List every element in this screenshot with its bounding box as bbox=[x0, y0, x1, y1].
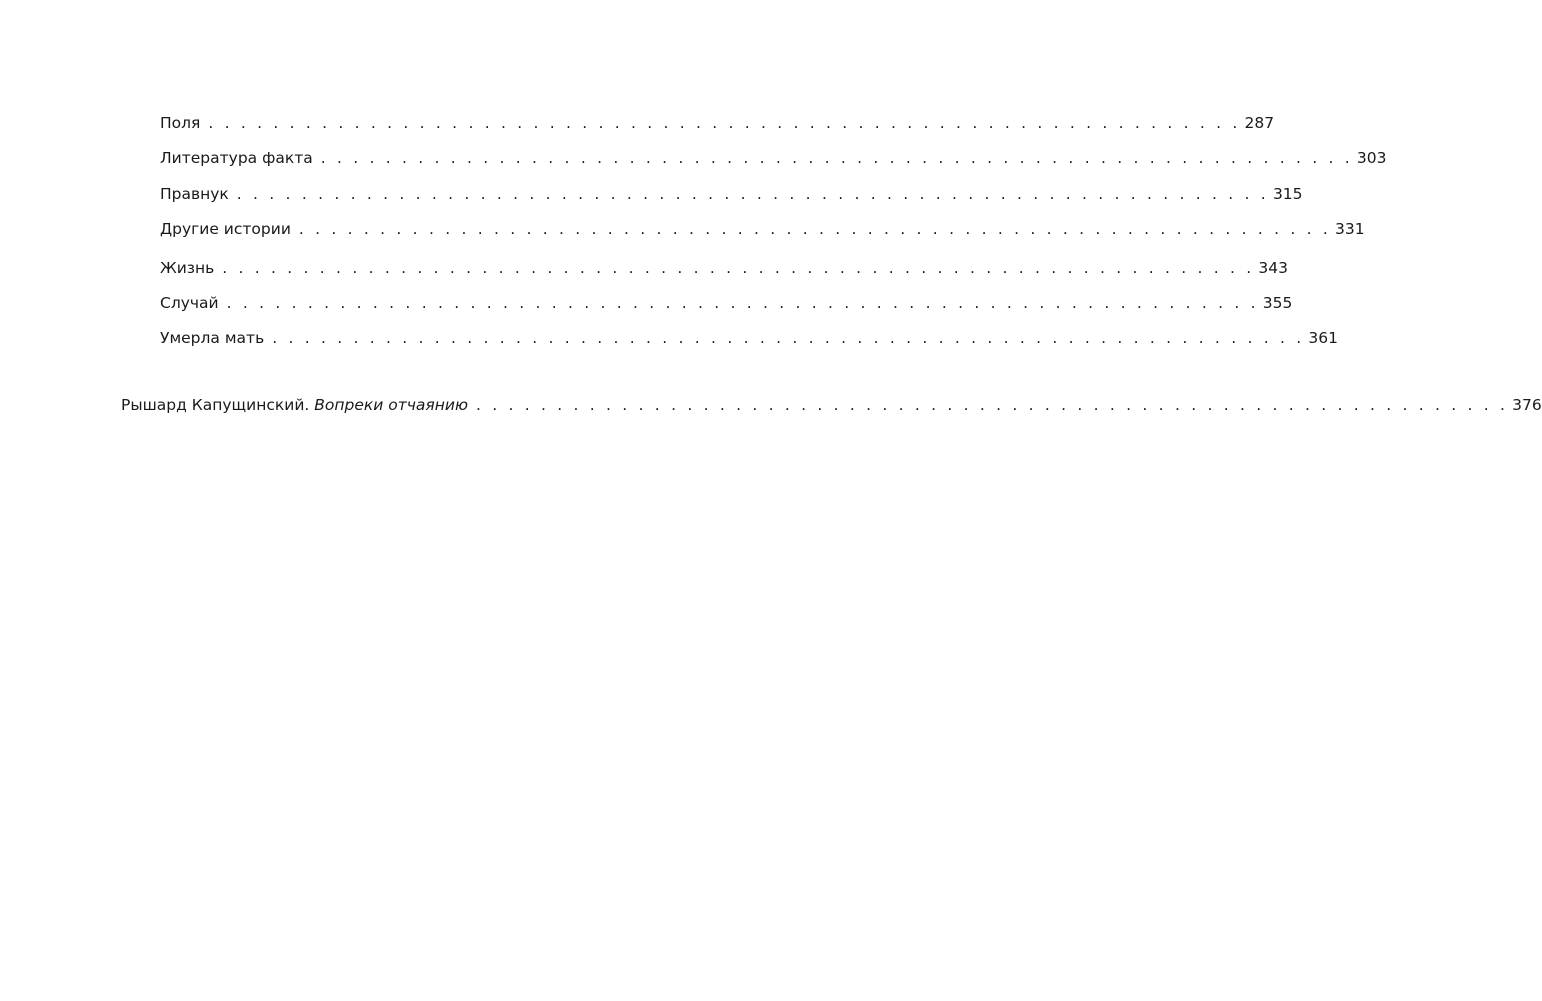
toc-entry-title: Умерла мать bbox=[160, 329, 265, 347]
toc-entry bbox=[160, 326, 1338, 350]
toc-entry-page: 303 bbox=[1356, 149, 1387, 167]
toc-entry-page: 343 bbox=[1258, 259, 1289, 277]
dot-leader: . . . . . . . . . . . . . . . . . . . . . . . . . . . . . . . . . . . . . . . . . . . . . . . . . . . . . . . . . . . . . . . . bbox=[272, 329, 1305, 347]
afterword-essay-title: Вопреки отчаянию bbox=[314, 396, 469, 414]
toc-entry-page: 331 bbox=[1335, 220, 1365, 238]
toc-entry bbox=[160, 256, 1289, 280]
dot-leader: . . . . . . . . . . . . . . . . . . . . . . . . . . . . . . . . . . . . . . . . . . . . . . . . . . . . . . . . . . . . . . . . bbox=[222, 259, 1255, 277]
dot-leader: . . . . . . . . . . . . . . . . . . . . . . . . . . . . . . . . . . . . . . . . . . . . . . . . . . . . . . . . . . . . . . . . bbox=[320, 149, 1353, 167]
toc-entry-page: 315 bbox=[1272, 185, 1303, 203]
toc-entry-page: 287 bbox=[1244, 114, 1275, 132]
toc-entry bbox=[160, 217, 1365, 241]
dot-leader: . . . . . . . . . . . . . . . . . . . . . . . . . . . . . . . . . . . . . . . . . . . . . . . . . . . . . . . . . . . . . . . . bbox=[236, 185, 1269, 203]
toc-entry-title: Другие истории bbox=[160, 220, 291, 238]
toc-afterword-page: 376 bbox=[1512, 396, 1542, 414]
toc-entry-title: Литература факта bbox=[160, 149, 313, 167]
toc-entry bbox=[160, 291, 1293, 315]
dot-leader: . . . . . . . . . . . . . . . . . . . . . . . . . . . . . . . . . . . . . . . . . . . . . . . . . . . . . . . . . . . . . . . . bbox=[226, 294, 1259, 312]
toc-entry bbox=[160, 182, 1303, 206]
toc-entry-title: Случай bbox=[160, 294, 219, 312]
toc-entry-page: 361 bbox=[1308, 329, 1338, 347]
toc-afterword-title bbox=[121, 393, 476, 417]
toc-entry bbox=[160, 111, 1275, 135]
toc-entry bbox=[160, 146, 1387, 170]
toc-afterword-entry bbox=[121, 393, 1542, 417]
afterword-author: Рышард Капущинский. bbox=[121, 396, 310, 414]
dot-leader: . . . . . . . . . . . . . . . . . . . . . . . . . . . . . . . . . . . . . . . . . . . . . . . . . . . . . . . . . . . . . . . . bbox=[298, 220, 1332, 238]
toc-entry-title: Поля bbox=[160, 114, 201, 132]
dot-leader: . . . . . . . . . . . . . . . . . . . . . . . . . . . . . . . . . . . . . . . . . . . . . . . . . . . . . . . . . . . . . . . . bbox=[476, 396, 1509, 414]
toc-entry-page: 355 bbox=[1262, 294, 1293, 312]
toc-entry-title: Жизнь bbox=[160, 259, 215, 277]
toc-entry-title: Правнук bbox=[160, 185, 229, 203]
dot-leader: . . . . . . . . . . . . . . . . . . . . . . . . . . . . . . . . . . . . . . . . . . . . . . . . . . . . . . . . . . . . . . . . bbox=[208, 114, 1241, 132]
